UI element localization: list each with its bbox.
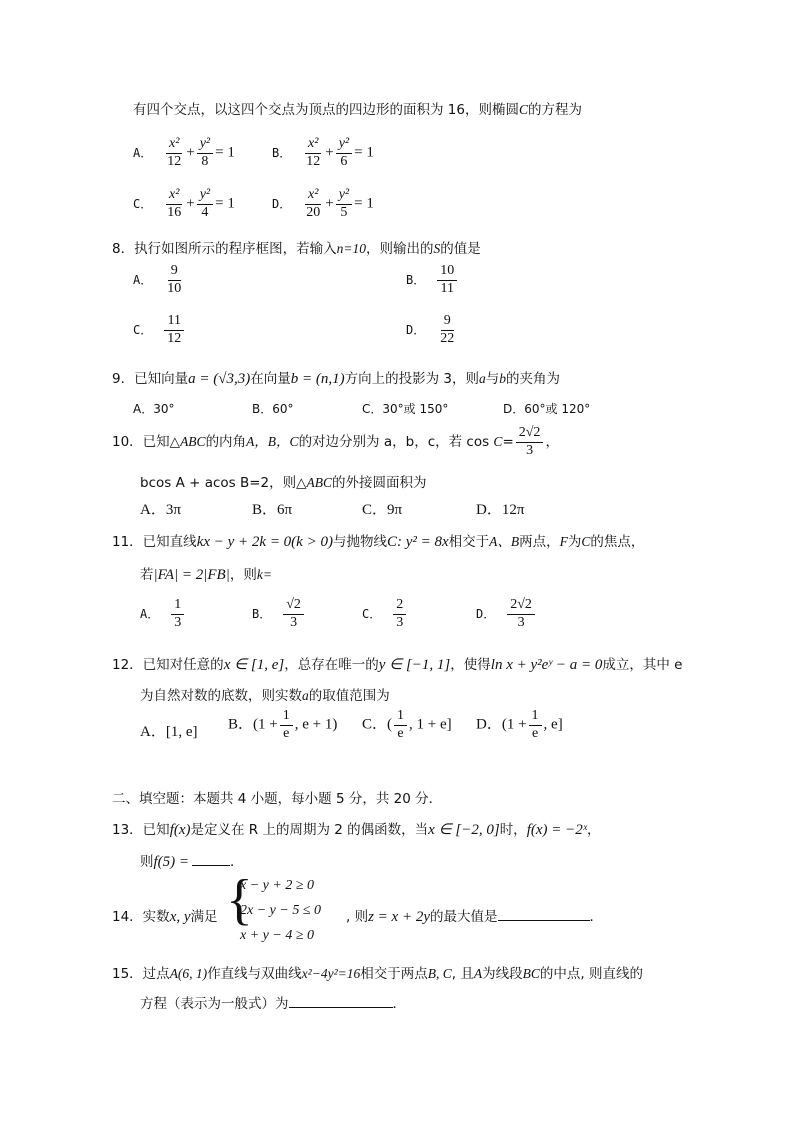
q15-answer-blank: [289, 993, 393, 1008]
q15-line2: 方程（表示为一般式）为 ．: [140, 992, 406, 1012]
q10-stem: 10．已知△ABC的内角A，B，C的对边分别为 a，b，c，若 cos C= $\frac{2√2}{3}$ ，: [112, 425, 559, 458]
q13-answer-blank: [192, 851, 230, 866]
q13-line2: 则f(5) = ．: [140, 850, 244, 871]
q10-option-d: D．12π: [476, 502, 525, 518]
q14-answer-blank: [498, 906, 590, 921]
q7-option-b: B． $\frac{\text{x²}}{12}$ + $\frac{\text{y²}}{6}$ = 1: [272, 136, 374, 169]
q9-option-b: B．60°: [252, 402, 294, 416]
q12-line2: 为自然对数的底数，则实数a的取值范围为: [140, 688, 390, 704]
q11-option-a: A． $\frac{1}{3}$: [140, 598, 186, 630]
q12-option-b: B．(1 + $\frac{1}{e}$ , e + 1): [228, 708, 338, 741]
constraint-3: x + y − 4 ≥ 0: [240, 928, 315, 943]
system-brace: {: [226, 869, 253, 931]
q8-option-c: C． $\frac{11}{12}$: [133, 314, 186, 346]
q14-stem-a: 14．实数x, y满足: [112, 909, 218, 925]
q7-option-d: D． $\frac{\text{x²}}{20}$ + $\frac{\text{y²}}{5}$ = 1: [272, 187, 374, 220]
q15-stem: 15．过点A(6, 1)作直线与双曲线x²−4y²=16相交于两点B, C, 且A为线段BC的中点, 则直线的: [112, 966, 643, 982]
q11-stem: 11．已知直线kx − y + 2k = 0(k > 0)与抛物线C: y² = 8x相交于A、B两点，F为C的焦点，: [112, 534, 645, 550]
q11-option-c: C． $\frac{2}{3}$: [362, 598, 408, 630]
q9-stem: 9．已知向量a = (√3,3)在向量b = (n,1)方向上的投影为 3，则a与b的夹角为: [112, 371, 560, 387]
q12-stem: 12．已知对任意的x ∈ [1, e]，总存在唯一的y ∈ [−1, 1]，使得ln x + y²eʸ − a = 0成立，其中 e: [112, 657, 683, 673]
constraint-2: 2x − y − 5 ≤ 0: [240, 903, 322, 918]
q7-option-a: A． $\frac{\text{x²}}{12}$ + $\frac{\text{y²}}{8}$ = 1: [133, 136, 235, 169]
q12-option-c: C．( $\frac{1}{e}$ , 1 + e]: [362, 708, 452, 741]
q8-stem: 8．执行如图所示的程序框图，若输入n=10，则输出的S的值是: [112, 241, 481, 257]
q11-line2: 若|FA| = 2|FB|，则k=: [140, 567, 272, 583]
q12-option-d: D．(1 + $\frac{1}{e}$ , e]: [476, 708, 563, 741]
q14-stem-b: , 则z = x + 2y的最大值是 ．: [346, 905, 603, 926]
q9-option-c: C．30°或 150°: [362, 402, 449, 416]
q10-option-b: B．6π: [252, 502, 293, 518]
q7-option-c: C． $\frac{\text{x²}}{16}$ + $\frac{\text{y²}}{4}$ = 1: [133, 187, 235, 220]
q10-option-a: A．3π: [140, 502, 181, 518]
constraint-1: x − y + 2 ≥ 0: [240, 878, 315, 893]
q10-line2: bcos A + acos B=2，则△ABC的外接圆面积为: [140, 475, 427, 491]
q10-option-c: C．9π: [362, 502, 403, 518]
q11-option-d: D． $\frac{2√2}{3}$: [476, 598, 537, 630]
q9-option-d: D．60°或 120°: [503, 402, 591, 416]
q8-option-b: B． $\frac{10}{11}$: [406, 264, 459, 296]
q8-option-a: A． $\frac{9}{10}$: [133, 263, 182, 296]
q13-stem: 13．已知f(x)是定义在 R 上的周期为 2 的偶函数，当x ∈ [−2, 0]时，f(x) = −2ˣ，: [112, 822, 601, 838]
q7-continuation: 有四个交点，以这四个交点为顶点的四边形的面积为 16，则椭圆C的方程为: [133, 102, 582, 118]
q8-option-d: D． $\frac{9}{22}$: [406, 313, 455, 346]
q9-option-a: A．30°: [133, 402, 175, 416]
q12-option-a: A．[1, e]: [140, 724, 198, 740]
section-2-heading: 二、填空题：本题共 4 小题，每小题 5 分，共 20 分．: [112, 791, 443, 807]
q11-option-b: B． $\frac{√2}{3}$: [252, 598, 306, 630]
